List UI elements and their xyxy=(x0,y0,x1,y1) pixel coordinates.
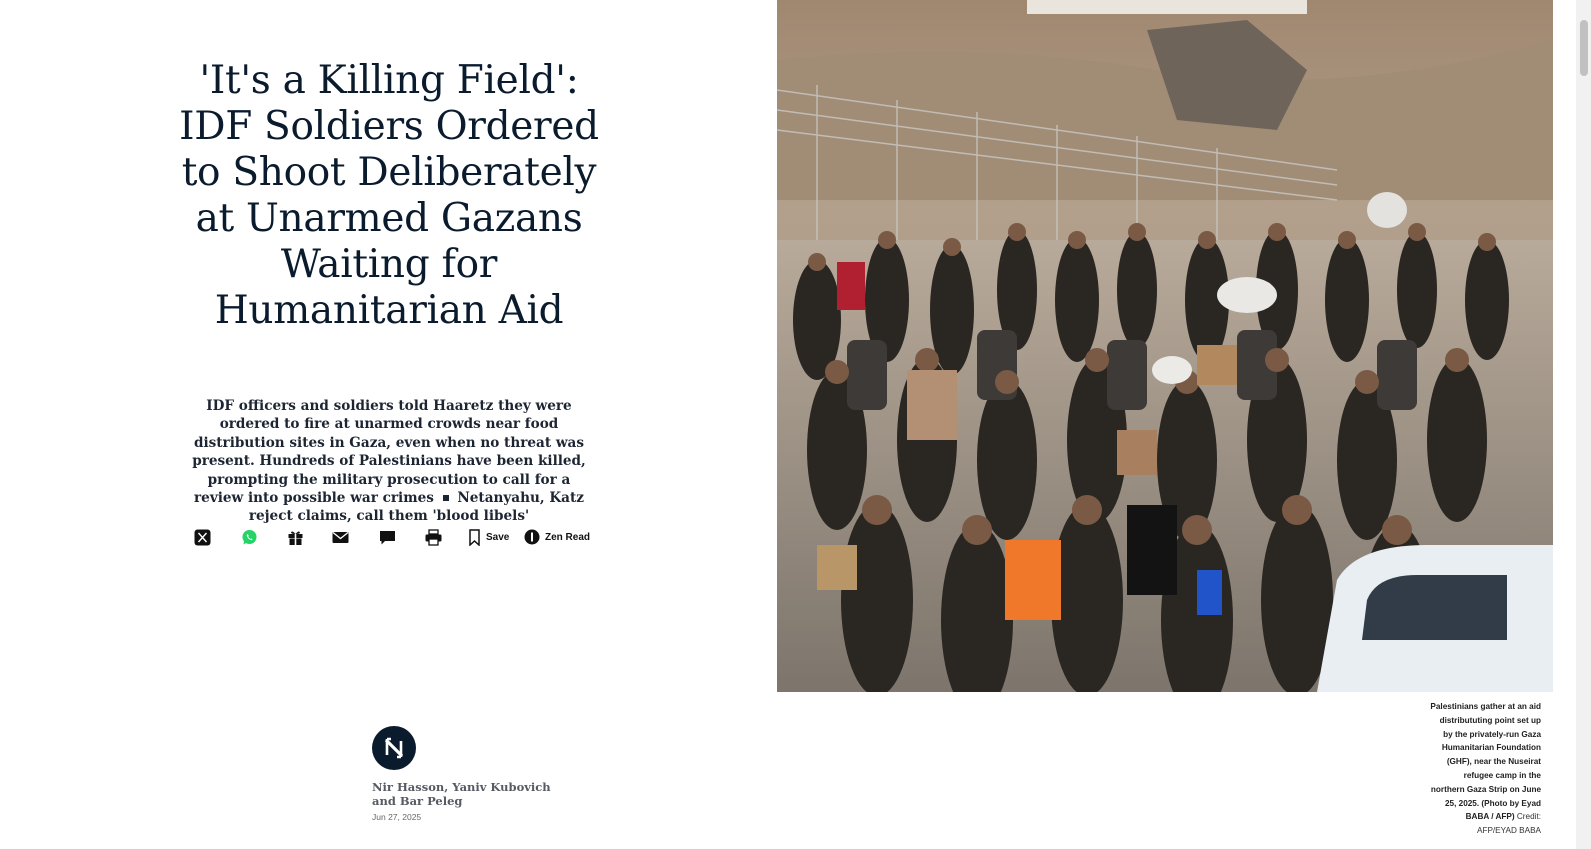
article-header xyxy=(0,0,777,849)
subtitle-part-2: Netanyahu, Katz reject claims, call them 'blood libels' xyxy=(248,490,584,525)
publish-date: Jun 27, 2025 xyxy=(372,812,422,822)
share-x-button[interactable] xyxy=(194,525,211,549)
zen-read-label: Zen Read xyxy=(545,531,591,543)
haaretz-logo-avatar[interactable] xyxy=(372,726,416,770)
mail-icon xyxy=(332,529,349,546)
gift-article-button[interactable] xyxy=(287,525,304,549)
whatsapp-icon xyxy=(241,529,258,546)
haaretz-logo-icon xyxy=(381,735,407,761)
comments-button[interactable] xyxy=(379,525,396,549)
headline: 'It's a Killing Field': IDF Soldiers Ordered to Shoot Deliberately at Unarmed Gazans Waiting for Humanitarian Aid xyxy=(179,58,599,333)
author-names[interactable]: Nir Hasson, Yaniv Kubovich and Bar Peleg xyxy=(372,780,551,808)
info-icon xyxy=(524,529,540,545)
share-whatsapp-button[interactable] xyxy=(241,525,258,549)
separator-square xyxy=(443,495,449,501)
save-button[interactable] xyxy=(468,525,509,549)
scrollbar-thumb[interactable] xyxy=(1580,20,1588,76)
article-subtitle xyxy=(186,397,592,526)
zen-read-button[interactable] xyxy=(524,525,590,549)
crowd-photo-illustration xyxy=(777,0,1553,692)
print-icon xyxy=(425,529,442,546)
share-toolbar xyxy=(188,525,598,549)
share-email-button[interactable] xyxy=(332,525,349,549)
x-icon xyxy=(194,529,211,546)
lead-photo xyxy=(777,0,1553,692)
byline xyxy=(372,726,592,822)
caption-text: Palestinians gather at an aid distribututing point set up by the privately-run Gaza Humanitarian Foundation (GHF), near the Nuseirat refugee camp in the northern Gaza Strip on June 25, 2025. (Photo by Eyad BABA / AFP) xyxy=(1430,702,1541,822)
photo-credit: Credit: AFP/EYAD BABA xyxy=(1476,812,1541,836)
print-button[interactable] xyxy=(425,525,442,549)
bookmark-icon xyxy=(468,529,481,546)
gift-icon xyxy=(287,529,304,546)
page-scrollbar[interactable] xyxy=(1576,0,1591,849)
save-label: Save xyxy=(486,531,510,543)
comment-icon xyxy=(379,529,396,546)
subtitle-part-1: IDF officers and soldiers told Haaretz they were ordered to fire at unarmed crowds near food distribution sites in Gaza, even when no threat was present. Hundreds of Palestinians have been killed, prompting the military prosecution to call for a review into possible war crimes xyxy=(192,398,586,507)
photo-caption xyxy=(1429,700,1541,838)
